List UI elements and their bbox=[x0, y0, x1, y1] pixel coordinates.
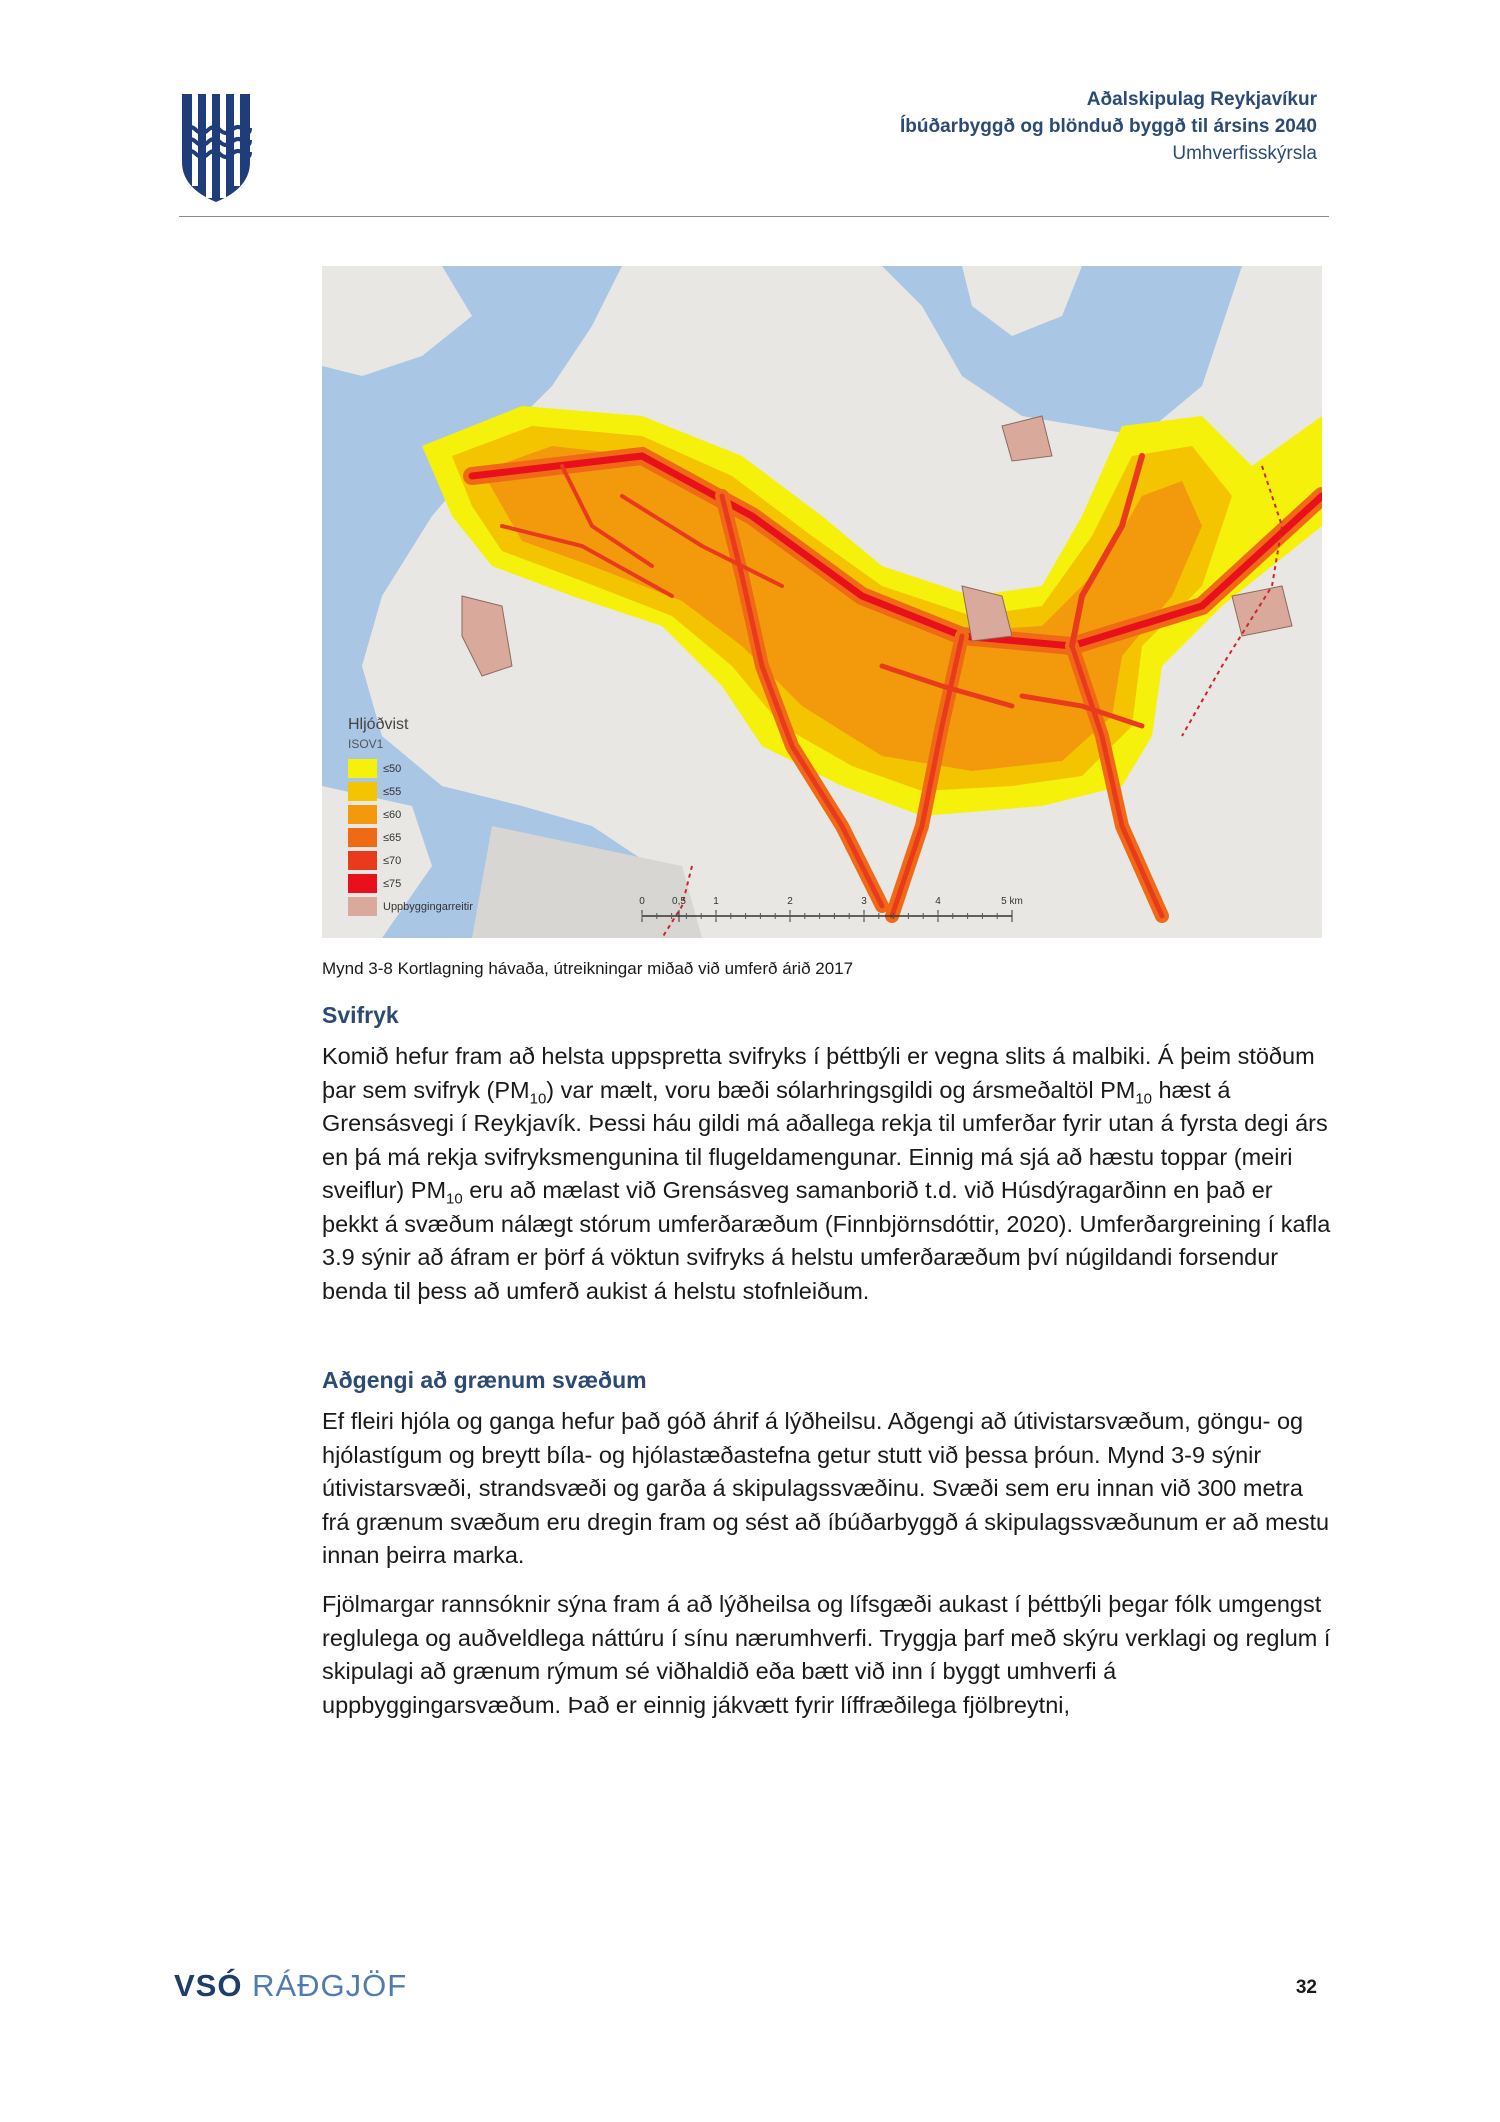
legend-label: ≤50 bbox=[383, 762, 402, 775]
map-scale-bar bbox=[632, 892, 1032, 932]
legend-label: ≤65 bbox=[383, 831, 402, 844]
paragraph-text: Ef fleiri hjóla og ganga hefur það góð áhrif á lýðheilsu. Aðgengi að útivistarsvæðum, göngu- og hjólastígum og breytt bíla- og hjólastæðastefna getur stutt við þessa þróun. Mynd 3-9 sýnir útivistarsvæði, strandsvæði og garða á skipulagssvæðinu. Svæði sem eru innan við 300 metra frá grænum svæðum eru dregin fram og sést að íbúðarbyggð á skipulagssvæðunum er að mestu innan þeirra marka. bbox=[322, 1408, 1330, 1568]
legend-item bbox=[348, 780, 473, 803]
legend-item bbox=[348, 803, 473, 826]
scale-label: 3 bbox=[861, 896, 867, 907]
map-legend bbox=[348, 716, 473, 918]
subscript: 10 bbox=[529, 1090, 547, 1108]
subscript: 10 bbox=[1135, 1090, 1153, 1108]
legend-label: ≤75 bbox=[383, 877, 402, 890]
legend-label: ≤55 bbox=[383, 785, 402, 798]
header-plan-title: Aðalskipulag Reykjavíkur bbox=[1086, 89, 1317, 110]
heading-green-areas: Aðgengi að grænum svæðum bbox=[322, 1367, 647, 1393]
text-fragment: hæst á Grensásvegi í Reykjavík. Þessi háu gildi má aðallega rekja til umferðar fyrir utan á fyrsta degi árs en þá má rekja svifryksmengunina til flugeldamengunar. Einnig má sjá að hæstu toppar (meiri sveiflur) PM bbox=[322, 1076, 1328, 1203]
text-fragment: Komið hefur fram að helsta uppspretta svifryks í þéttbýli er vegna slits á malbiki. Á þeim stöðum þar sem svifryk (PM bbox=[322, 1043, 1315, 1103]
paragraph-text: Fjölmargar rannsóknir sýna fram á að lýðheilsa og lífsgæði aukast í þéttbýli þegar fólk umgengst reglulega og auðveldlega náttúru í sínu nærumhverfi. Tryggja þarf með skýru verklagi og reglum í skipulagi að grænum rýmum sé viðhaldið eða bætt við inn í byggt umhverfi á uppbyggingarsvæðum. Það er einnig jákvætt fyrir líffræðilega fjölbreytni, bbox=[322, 1591, 1331, 1718]
legend-swatch bbox=[348, 805, 377, 824]
scale-label: 0,5 bbox=[672, 896, 686, 907]
legend-items bbox=[348, 757, 473, 918]
legend-swatch bbox=[348, 851, 377, 870]
figure-caption: Mynd 3-8 Kortlagning hávaða, útreikningar miðað við umferð árið 2017 bbox=[322, 959, 854, 978]
legend-swatch bbox=[348, 759, 377, 778]
legend-item bbox=[348, 826, 473, 849]
legend-label: ≤60 bbox=[383, 808, 402, 821]
header-divider bbox=[179, 216, 1329, 217]
text-fragment: ) var mælt, voru bæði sólarhringsgildi og ársmeðaltöl PM bbox=[546, 1076, 1136, 1103]
legend-item bbox=[348, 757, 473, 780]
legend-item bbox=[348, 849, 473, 872]
scale-label: 5 km bbox=[1001, 896, 1023, 907]
paragraph-green-areas-2 bbox=[322, 1588, 1332, 1722]
noise-map-figure bbox=[322, 266, 1322, 938]
scale-label: 0 bbox=[639, 896, 645, 907]
text-fragment: eru að mælast við Grensásveg samanborið t.d. við Húsdýragarðinn en það er þekkt á svæðum nálægt stórum umferðaræðum (Finnbjörnsdóttir, 2020). Umferðargreining í kafla 3.9 sýnir að áfram er þörf á vöktun svifryks á helstu umferðaræðum því núgildandi forsendur benda til þess að umferð aukist á helstu stofnleiðum. bbox=[322, 1177, 1331, 1304]
paragraph-svifryk bbox=[322, 1040, 1332, 1308]
legend-swatch bbox=[348, 782, 377, 801]
heading-svifryk: Svifryk bbox=[322, 1002, 399, 1028]
legend-item bbox=[348, 895, 473, 918]
legend-item bbox=[348, 872, 473, 895]
document-header bbox=[900, 86, 1317, 167]
brand-light: RÁÐGJÖF bbox=[252, 1968, 408, 2003]
legend-subtitle: ISOV1 bbox=[348, 737, 384, 751]
subscript: 10 bbox=[446, 1190, 463, 1208]
legend-swatch bbox=[348, 874, 377, 893]
legend-label: Uppbyggingarreitir bbox=[383, 900, 473, 913]
scale-label: 4 bbox=[935, 896, 941, 907]
vso-logo bbox=[174, 1968, 407, 2004]
page-number: 32 bbox=[1295, 1977, 1317, 1998]
legend-swatch bbox=[348, 828, 377, 847]
brand-bold: VSÓ bbox=[174, 1968, 243, 2003]
legend-title: Hljóðvist bbox=[348, 716, 409, 733]
scale-label: 1 bbox=[713, 896, 719, 907]
paragraph-green-areas-1 bbox=[322, 1405, 1332, 1573]
header-plan-subtitle: Íbúðarbyggð og blönduð byggð til ársins 2040 bbox=[900, 116, 1317, 137]
legend-swatch bbox=[348, 897, 377, 916]
legend-label: ≤70 bbox=[383, 854, 402, 867]
header-report-type: Umhverfisskýrsla bbox=[1172, 143, 1317, 164]
scale-label: 2 bbox=[787, 896, 793, 907]
reykjavik-coat-of-arms bbox=[180, 92, 252, 204]
